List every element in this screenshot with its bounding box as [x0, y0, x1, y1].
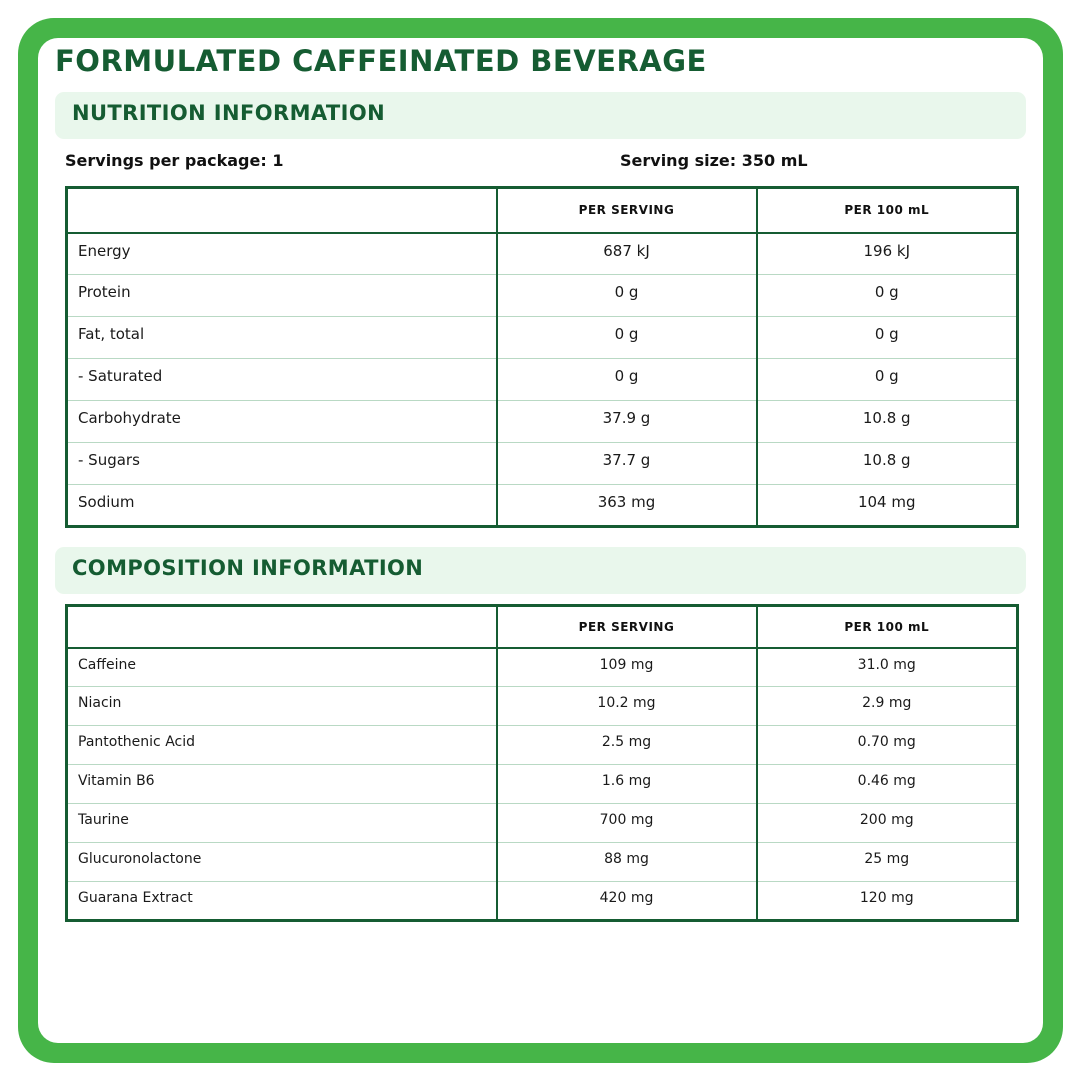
ingredient-name: Vitamin B6 [67, 765, 497, 804]
table-row [67, 485, 1018, 527]
column-header-per-100ml: PER 100 mL [757, 188, 1018, 233]
per-serving-value: 687 kJ [497, 233, 757, 275]
table-row [67, 804, 1018, 843]
per-100ml-value: 10.8 g [757, 401, 1018, 443]
per-100ml-value: 200 mg [757, 804, 1018, 843]
ingredient-name: Taurine [67, 804, 497, 843]
per-100ml-value: 2.9 mg [757, 687, 1018, 726]
nutrient-name: - Sugars [67, 443, 497, 485]
per-100ml-value: 120 mg [757, 882, 1018, 921]
per-100ml-value: 31.0 mg [757, 648, 1018, 687]
per-serving-value: 37.7 g [497, 443, 757, 485]
per-serving-value: 0 g [497, 275, 757, 317]
per-100ml-value: 0.46 mg [757, 765, 1018, 804]
composition-section-header [55, 547, 1026, 594]
product-title: FORMULATED CAFFEINATED BEVERAGE [55, 44, 707, 78]
per-serving-value: 0 g [497, 317, 757, 359]
table-row [67, 317, 1018, 359]
table-row [67, 687, 1018, 726]
table-row [67, 401, 1018, 443]
label-frame [18, 18, 1063, 1063]
composition-heading: COMPOSITION INFORMATION [72, 556, 424, 580]
per-100ml-value: 0.70 mg [757, 726, 1018, 765]
ingredient-name: Caffeine [78, 656, 136, 673]
table-header-row [67, 188, 1018, 233]
table-header-row [67, 606, 1018, 648]
nutrient-name: Fat, total [67, 317, 497, 359]
per-serving-value: 37.9 g [497, 401, 757, 443]
table-row [67, 765, 1018, 804]
nutrition-heading: NUTRITION INFORMATION [72, 101, 386, 125]
per-100ml-value: 0 g [757, 359, 1018, 401]
per-100ml-value: 196 kJ [757, 233, 1018, 275]
per-serving-value: 420 mg [497, 882, 757, 921]
nutrient-name: Carbohydrate [67, 401, 497, 443]
table-row [67, 648, 1018, 687]
column-header-per-100ml: PER 100 mL [757, 606, 1018, 648]
ingredient-name: Guarana Extract [67, 882, 497, 921]
per-serving-value: 109 mg [497, 648, 757, 687]
per-serving-value: 10.2 mg [497, 687, 757, 726]
nutrient-name: - Saturated [67, 359, 497, 401]
per-serving-value: 1.6 mg [497, 765, 757, 804]
per-100ml-value: 0 g [757, 275, 1018, 317]
nutrition-section-header [55, 92, 1026, 139]
nutrient-name: Energy [78, 241, 131, 260]
table-row [67, 882, 1018, 921]
table-row [67, 443, 1018, 485]
table-row [67, 843, 1018, 882]
per-100ml-value: 25 mg [757, 843, 1018, 882]
label-card [38, 38, 1043, 1043]
servings-per-package: Servings per package: 1 [65, 151, 284, 170]
per-serving-value: 88 mg [497, 843, 757, 882]
per-100ml-value: 104 mg [757, 485, 1018, 527]
column-header-name [67, 606, 497, 648]
per-serving-value: 0 g [497, 359, 757, 401]
per-serving-value: 2.5 mg [497, 726, 757, 765]
column-header-per-serving: PER SERVING [497, 188, 757, 233]
nutrition-table [65, 186, 1019, 528]
table-row [67, 275, 1018, 317]
table-row [67, 359, 1018, 401]
per-100ml-value: 10.8 g [757, 443, 1018, 485]
column-header-name [67, 188, 497, 233]
nutrient-name: Sodium [67, 485, 497, 527]
per-serving-value: 700 mg [497, 804, 757, 843]
table-row [67, 726, 1018, 765]
ingredient-name: Niacin [67, 687, 497, 726]
column-header-per-serving: PER SERVING [497, 606, 757, 648]
table-row [67, 233, 1018, 275]
ingredient-name: Pantothenic Acid [67, 726, 497, 765]
nutrient-name: Protein [67, 275, 497, 317]
per-serving-value: 363 mg [497, 485, 757, 527]
per-100ml-value: 0 g [757, 317, 1018, 359]
composition-table [65, 604, 1019, 922]
ingredient-name: Glucuronolactone [67, 843, 497, 882]
serving-size: Serving size: 350 mL [620, 151, 808, 170]
